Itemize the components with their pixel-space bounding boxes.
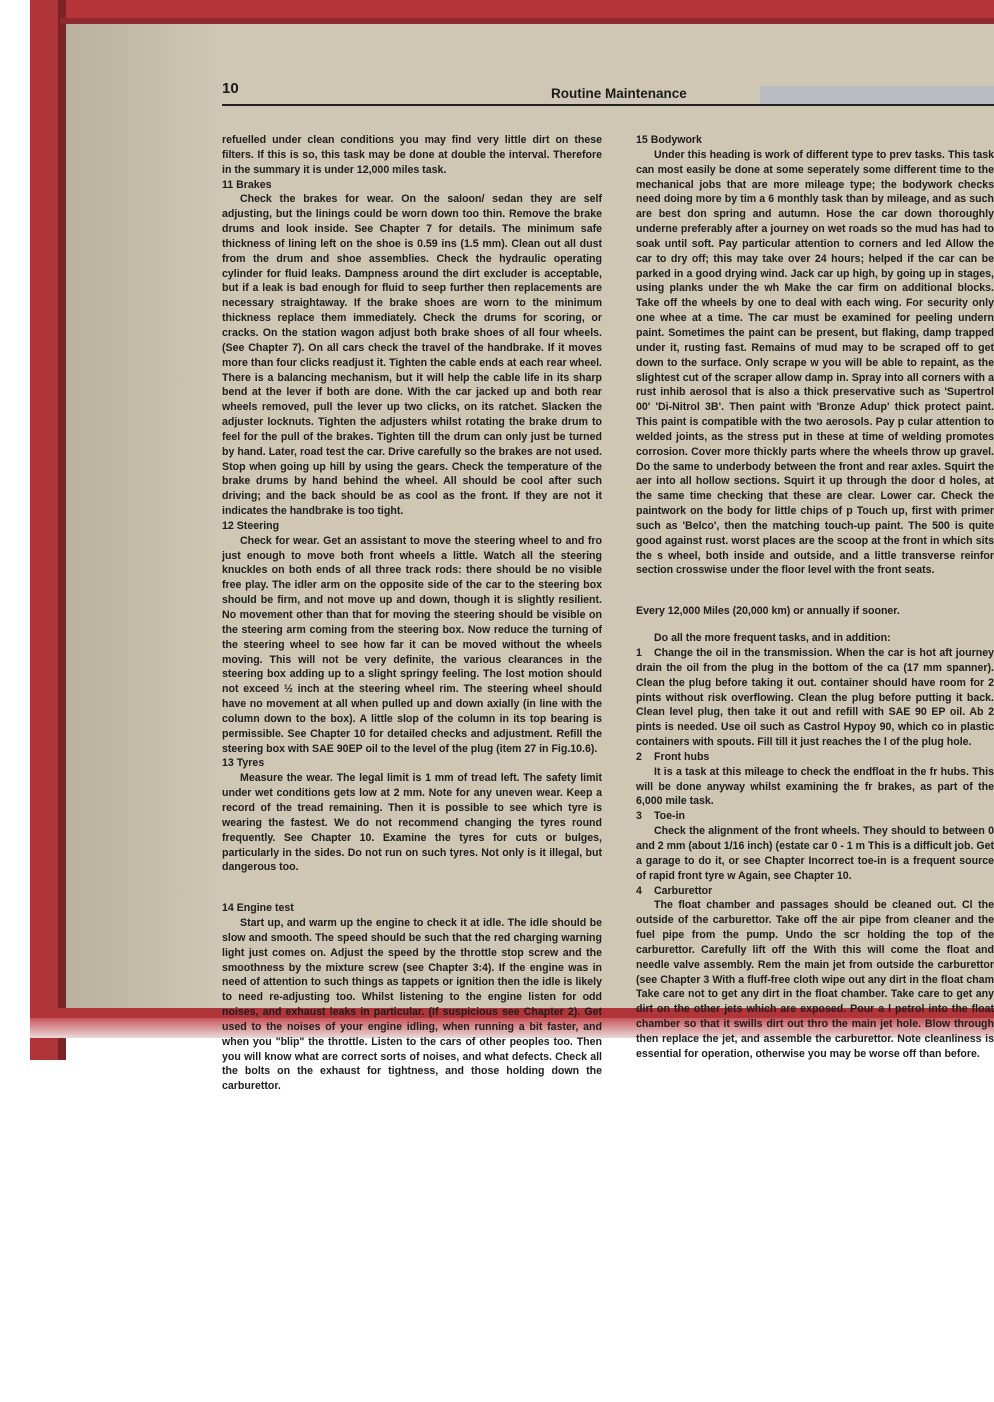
task-item [636,884,994,899]
task-body: When the car is hot aft journey drain the oil from the plug in the bottom of the ca (17 mm spanner). Clean the plug before taking it out. container should have room for 2 pints without risk overflowing. Clean the plug before putting it back. Clean level plug, then take it out and refill with SAE 90 EP oil. Ab 2 pints is needed. Use oil such as Castrol Hypoy 90, which co in plastic containers with spouts. Fill till it just reaches the l of the plug hole. [636,647,994,749]
left-column [222,133,602,1094]
task-number: 2 [636,750,642,763]
section-title-brakes: 11 Brakes [222,178,272,191]
task-title: Change the oil in the transmission. [654,647,833,659]
section-body-steering: Check for wear. Get an assistant to move the steering wheel to and fro just enough to move both front wheels a little. Watch all the steering knuckles on both ends of all three track rods: there should be no visible free play. The idler arm on the opposite side of the car to the steering box should be firm, and not move up and down, though it is slightly resilient. No movement other than that for moving the steering should be visible on the steering arm coming from the steering box. Now reduce the turning of the steering wheel to see how far it can be moved without the wheels moving. This will not be very definite, the various clearances in the steering box adding up to a slight springy feeling. The lost motion should not exceed ½ inch at the steering wheel rim. The steering wheel should have no movement at all when pulled up and down axially (in line with the column down to the box). A little slop of the column in its top bearing is permissible. See Chapter 10 for detailed checks and adjustment. Refill the steering box with SAE 90EP oil to the level of the plug (item 27 in Fig.10.6). [222,534,602,755]
section-title-bodywork: 15 Bodywork [636,134,702,146]
task-number: 4 [636,884,642,897]
header-rule [222,104,994,106]
section-body-bodywork: Under this heading is work of different type to prev tasks. This task can most easily be done at some seperately some different time to the mechanical jobs that are more mileage type; the bodywork checks need doing more by tim a 6 monthly task than by mileage, and as such are best don spring and autumn. Hose the car down thoroughly underne preferably after a journey on wet roads so the mud has had to soak until soft. Pay particular attention to corners and led Allow the car to dry off; this may take over 24 hours; helped if the car can be parked in a good drying wind. Jack car up high, by going up in stages, using planks under the wh Make the car firm on additional blocks. Take off the wheels by one to deal with each wing. For security only one whee at a time. The car must be examined for peeling undern paint. Sometimes the paint can be present, but flaking, damp trapped under it, rusting fast. Remains of mud may to be scraped off to get down to the surface. Only scrape w you will be able to repaint, as the slightest cut of the scraper allow damp in. Spray into all corners with a rust inhib aerosol that is also a thick preservative such as 'Supertrol 00' 'Di-Nitrol 3B'. Then paint with 'Bronze Adup' thick protect paint. This paint is compatible with the two aerosols. Pay p cular attention to welded joints, as the stress put in these at time of welding promotes corrosion. Cover more thickly parts where the wheels throw up gravel. Do the same to underbody between the front and rear axles. Squirt the aer into all hollow sections. Squirt it up through the door d holes, at the same time checking that these are clear. Lower car. Check the paintwork on the body for little chips of p Touch up, first with primer such as 'Belco', then the matching touch-up paint. The 500 is quite good against rust. worst places are the scoop at the front in which sits the s wheel, both inside and outside, and a little transverse reinfor section crosswise under the floor level with the front seats. [636,148,994,577]
task-title: Carburettor [654,884,713,897]
section-body-tyres: Measure the wear. The legal limit is 1 mm of tread left. The safety limit under wet conditions gets low at 2 mm. Note for any uneven wear. Keep a record of the tread remaining. Then it is possible to see which tyre is wearing the fastest. We do not recommend changing the tyres round frequently. See Chapter 10. Examine the tyres for cuts or bulges, particularly in the sides. Do not run on such tyres. Not only is it illegal, but dangerous too. [222,772,602,874]
task-body: Check the alignment of the front wheels. They should to between 0 and 2 mm (about 1/16 inch) (estate car 0 - 1 m This is a difficult job. Get a garage to do it, or see Chapter Incorrect toe-in is a frequent source of rapid front tyre w Again, see Chapter 10. [636,825,994,882]
header-shade-band [760,86,994,104]
intro-paragraph: refuelled under clean conditions you may find very little dirt on these filters. If this is so, this task may be done at double the interval. Therefore in the summary it is under 12,000 miles task. [222,134,602,176]
task-item [636,750,994,765]
section-title-engine-test: 14 Engine test [222,902,294,915]
section-heading-12000-miles: Every 12,000 Miles (20,000 km) or annually if sooner. [636,605,900,618]
task-body: It is a task at this mileage to check the endfloat in the fr hubs. This will be done anyway whilst examining the fr brakes, as part of the 6,000 mile task. [636,765,994,808]
task-item [636,809,994,824]
task-number: 1 [636,647,642,659]
page-number: 10 [222,80,239,97]
spacer [222,875,602,901]
spacer [636,578,994,604]
task-item [636,646,994,750]
right-column [636,133,994,1060]
section-title-steering: 12 Steering [222,519,280,532]
task-title: Toe-in [654,810,685,823]
spine-edge [58,0,66,1060]
book-cover-edge-top-shadow [60,18,994,24]
task-number: 3 [636,810,642,823]
section-intro-12000-miles: Do all the more frequent tasks, and in addition: [654,632,891,645]
section-title-tyres: 13 Tyres [222,757,265,770]
task-body: The float chamber and passages should be cleaned out. Cl the outside of the carburettor. Take off the air pipe from cleaner and the fuel pipe from the pump. Undo the scr holding the top of the carburettor. Carefully lift off the With this will come the float and needle valve assembly. Rem the main jet from outside the carburettor (see Chapter 3 With a fluff-free cloth wipe out any dirt in the float cham Take care not to get any dirt in the float chamber. Take care to get any dirt on the other jets which are exposed. Pour a l petrol into the float chamber so that it swills dirt out thro the main jet hole. Blow through then replace the jet, and assemble the carburettor. Note cleanliness is essential for operation, otherwise you may be worse off than before. [636,899,994,1060]
spacer [636,619,994,631]
section-body-brakes: Check the brakes for wear. On the saloon/ sedan they are self adjusting, but the linings could be worn down too thin. Remove the brake drums and look inside. See Chapter 7 for details. The minimum safe thickness of lining left on the shoe is 0.59 ins (1.5 mm). Clean out all dust from the drum and shoe assemblies. Check the hydraulic operating cylinder for fluid leaks. Dampness around the dirt excluder is acceptable, but if a leak is bad enough for fluid to seep further then replacements are necessary straightaway. If the brake shoes are worn to the minimum thickness replace them immediately. Check the drums for scoring, or cracks. On the station wagon adjust both brake shoes of all four wheels. (See Chapter 7). On all cars check the travel of the handbrake. If it moves more than four clicks readjust it. Tighten the cable ends at each rear wheel. There is a balancing mechanism, but it will help the cable life in its sharp bend at the lever if both are done. With the car jacked up and both rear wheels removed, pull the lever up two clicks, on its ratchet. Slacken the adjuster locknuts. Tighten the adjusters whilst rotating the brake drum to feel for the pull of the brakes. Tighten till the drum can only just be turned by hand. Later, road test the car. Drive carefully so the brakes are not used. Stop when going up hill by using the gears. Check the temperature of the brake drums by hand behind the wheel. All should be cool after such driving; and the back should be as cool as the front. If they are not it indicates the handbrake is too tight. [222,193,602,518]
page-gutter-shadow [60,22,220,1012]
task-title: Front hubs [654,750,710,763]
running-head: Routine Maintenance [551,86,687,101]
section-body-engine-test: Start up, and warm up the engine to check it at idle. The idle should be slow and smooth. The speed should be such that the red charging warning light just comes on. Adjust the speed by the throttle stop screw and the smoothness by the mixture screw (see Chapter 3:4). If the engine was in need of attention to such things as tappets or ignition then the idle is likely to need re-adjusting too. Whilst listening to the engine listen for odd noises, and exhaust leaks in particular. (If suspicious see Chapter 2). Get used to the noises of your engine idling, when running a bit faster, and when you "blip" the throttle. Listen to the cars of other peoples too. Then you will know what are correct sorts of noises, and what defects. Check all the bolts on the exhaust for tightness, and those holding down the carburettor. [222,917,602,1093]
